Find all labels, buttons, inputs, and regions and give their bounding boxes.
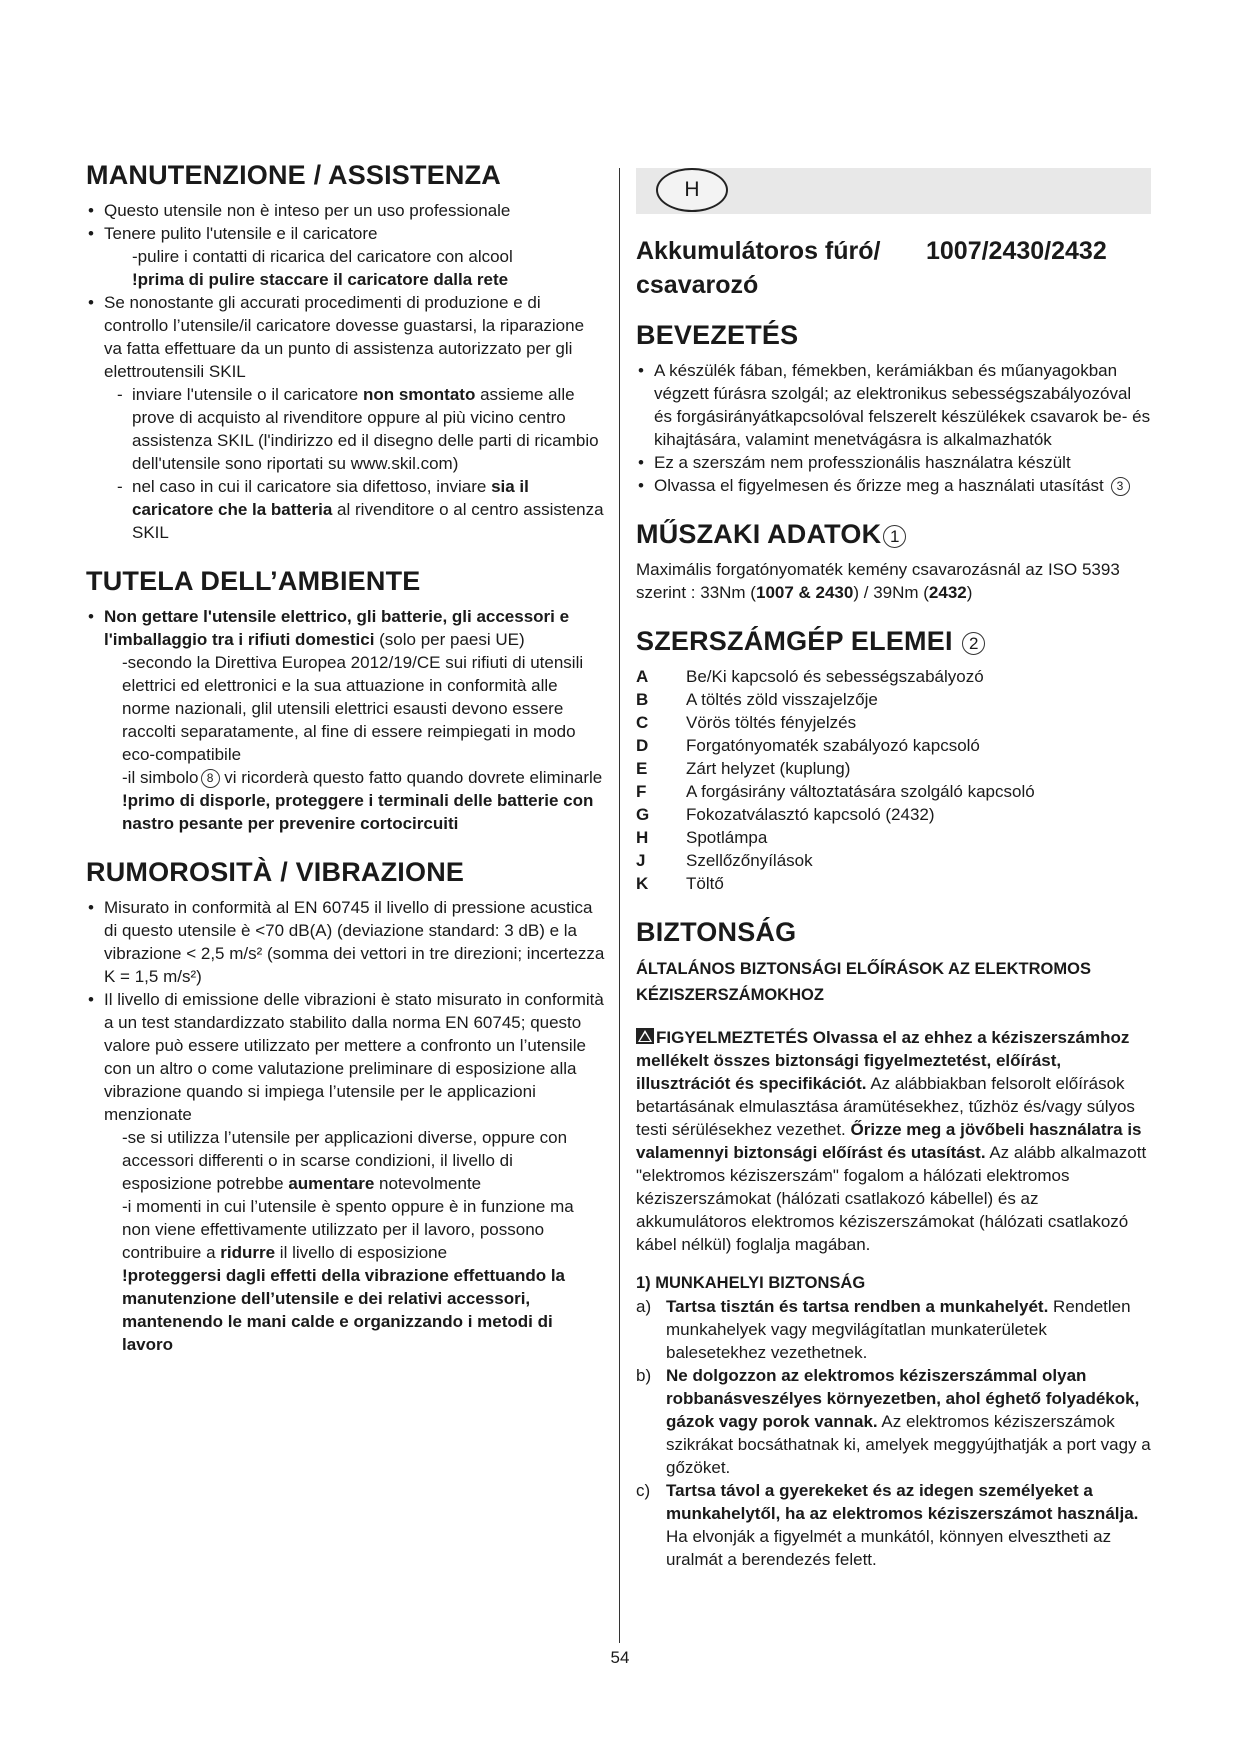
column-divider [619,168,620,1643]
list-item: E Zárt helyzet (kuplung) [636,759,851,778]
manutenzione-list-2 [86,291,606,383]
list-item: • A készülék fában, fémekben, kerámiákban és műanyagokban végzett fúrásra szolgál; az elektronikus sebességszabályozóval és forgásirányátkapcsolóval felszerelt készülékek csavarok be- és kihajtására, valamint menetvágásra is alkalmazhatók [636,359,1151,451]
sub-item: -secondo la Direttiva Europea 2012/19/CE sui rifiuti di utensili elettrici ed elettronici e la sua attuazione in conformità alle norme nazionali, glil utensili elettrici esausti devono essere raccolti separatamente, al fine di essere reimpiegati in modo eco-compatibile [122,653,584,764]
rumorosita-list [86,896,606,1126]
sub-item: -pulire i contatti di ricarica del caricatore con alcool [132,247,513,266]
language-badge: H [656,168,728,212]
warning-paragraph: FIGYELMEZTETÉS Olvassa el az ehhez a kéziszerszámhoz mellékelt összes biztonsági figyelmeztetést, előírást, illusztrációt és specifikációt. Az alábbiakban felsorolt előírások betartásának elmulasztása áramütésekhez, tűzhöz és/vagy súlyos testi sérülésekhez vezethet. Őrizze meg a jövőbeli használatra is valamennyi biztonsági előírást és utasítást. Az alább alkalmazott "elektromos kéziszerszám" fogalom a hálózati elektromos kéziszerszámokat (hálózati csatlakozó kábellel) és az akkumulátoros elektromos kéziszerszámokat (hálózati csatlakozó kábel nélkül) foglalja magában. [636,1028,1147,1254]
language-banner [636,168,1151,214]
sub-item-warning: !prima di pulire staccare il caricatore dalla rete [132,270,509,289]
product-title [636,234,1151,302]
bevezetes-list [636,359,1151,497]
left-column [86,160,606,1356]
sub-item: -se si utilizza l’utensile per applicazioni diverse, oppure con accessori differenti o in scarse condizioni, il livello di esposizione potrebbe aumentare notevolmente [122,1128,568,1193]
heading-manutenzione: MANUTENZIONE / ASSISTENZA [86,160,502,190]
list-item: K Töltő [636,874,724,893]
heading-rumorosita: RUMOROSITÀ / VIBRAZIONE [86,857,465,887]
list-item: • Questo utensile non è inteso per un uso professionale [86,199,606,222]
list-item: b) Ne dolgozzon az elektromos kéziszerszámmal olyan robbanásveszélyes környezetben, ahol éghető folyadékok, gázok vagy porok vannak. Az elektromos kéziszerszámok szikrákat bocsáthatnak ki, amelyek meggyújthatják a port vagy a gőzöket. [636,1366,1151,1477]
list-item: F A forgásirány változtatására szolgáló kapcsoló [636,782,1035,801]
list-item: B A töltés zöld visszajelzője [636,690,878,709]
list-item: a) Tartsa tisztán és tartsa rendben a munkahelyét. Rendetlen munkahelyek vagy megvilágítatlan munkaterületek balesetekhez vezethetnek. [636,1297,1131,1362]
heading-bevezetes: BEVEZETÉS [636,320,799,350]
list-item: • Olvassa el figyelmesen és őrizze meg a használati utasítást 3 [636,474,1151,497]
list-item: • Ez a szerszám nem professzionális használatra készült [636,451,1151,474]
circled-number-icon: 3 [1111,477,1130,496]
list-item: J Szellőzőnyílások [636,851,813,870]
list-item: • Misurato in conformità al EN 60745 il livello di pressione acustica di questo utensile è <70 dB(A) (deviazione standard: 3 dB) e la vibrazione < 2,5 m/s² (somma dei vettori in tre direzioni; incertezza K = 1,5 m/s²) [86,896,606,988]
sub-item: -i momenti in cui l’utensile è spento oppure è in funzione ma non viene effettivamente utilizzato per il lavoro, possono contribuire a ridurre il livello di esposizione [122,1197,574,1262]
manutenzione-list [86,199,606,245]
heading-biztonsag: BIZTONSÁG [636,917,797,947]
list-item: A Be/Ki kapcsoló és sebességszabályozó [636,667,984,686]
page-number: 54 [610,1648,630,1667]
heading-elemei: SZERSZÁMGÉP ELEMEI 2 [636,626,1151,657]
dash-item: - nel caso in cui il caricatore sia difettoso, inviare sia il caricatore che la batteria al rivenditore o al centro assistenza SKIL [117,477,604,542]
subheading-biztonsag: ÁLTALÁNOS BIZTONSÁGI ELŐÍRÁSOK AZ ELEKTROMOS KÉZISZERSZÁMOKHOZ [636,960,1091,1004]
list-item: c) Tartsa távol a gyerekeket és az idegen személyeket a munkahelytől, ha az elektromos kéziszerszámot használja. Ha elvonják a figyelmét a munkától, könnyen elvesztheti az uralmát a berendezés felett. [636,1481,1139,1569]
list-item: • Se nonostante gli accurati procedimenti di produzione e di controllo l’utensile/il caricatore dovesse guastarsi, la riparazione va fatta effettuare da un punto di assistenza autorizzato per gli elettroutensili SKIL [86,291,606,383]
list-item: H Spotlámpa [636,828,768,847]
warning-icon [636,1028,654,1044]
list-item: • Il livello di emissione delle vibrazioni è stato misurato in conformità a un test standardizzato stabilito dalla norma EN 60745; questo valore può essere utilizzato per mettere a confronto un l’utensile con un altro o come valutazione preliminare di esposizione alla vibrazione quando si impiega l’utensile per le applicazioni menzionate [86,988,606,1126]
dash-item: - inviare l'utensile o il caricatore non smontato assieme alle prove di acquisto al rivenditore oppure al più vicino centro assistenza SKIL (l'indirizzo ed il disegno delle parti di ricambio dell'utensile sono riportati su www.skil.com) [117,385,599,473]
section-title: 1) MUNKAHELYI BIZTONSÁG [636,1274,866,1292]
list-item: D Forgatónyomaték szabályozó kapcsoló [636,736,980,755]
list-item: C Vörös töltés fényjelzés [636,713,857,732]
heading-muszaki: MŰSZAKI ADATOK 1 [636,519,1151,550]
sub-item-warning: !primo di disporle, proteggere i terminali delle batterie con nastro pesante per prevenire cortocircuiti [122,791,594,833]
list-item: G Fokozatválasztó kapcsoló (2432) [636,805,935,824]
parts-list [636,665,1151,895]
ambiente-list [86,605,606,651]
product-name: Akkumulátoros fúró/ csavarozó [636,237,881,299]
circled-number-icon: 2 [962,632,985,655]
list-item: • Non gettare l'utensile elettrico, gli batterie, gli accessori e l'imballaggio tra i rifiuti domestici (solo per paesi UE) [86,605,606,651]
heading-ambiente: TUTELA DELL’AMBIENTE [86,566,421,596]
right-column [636,168,1151,1571]
sub-item-warning: !proteggersi dagli effetti della vibrazione effettuando la manutenzione dell’utensile e dei relativi accessori, mantenendo le mani calde e organizzando i metodi di lavoro [122,1266,566,1354]
circled-number-icon: 1 [883,525,906,548]
product-models: 1007/2430/2432 [926,237,1107,265]
specs-text: Maximális forgatónyomaték kemény csavarozásnál az ISO 5393 szerint : 33Nm (1007 & 2430) / 39Nm (2432) [636,560,1120,602]
list-item: • Tenere pulito l'utensile e il caricatore [86,222,606,245]
sub-item: -il simbolo 8 vi ricorderà questo fatto quando dovrete eliminarle [122,768,603,787]
circled-number-icon: 8 [201,769,220,788]
